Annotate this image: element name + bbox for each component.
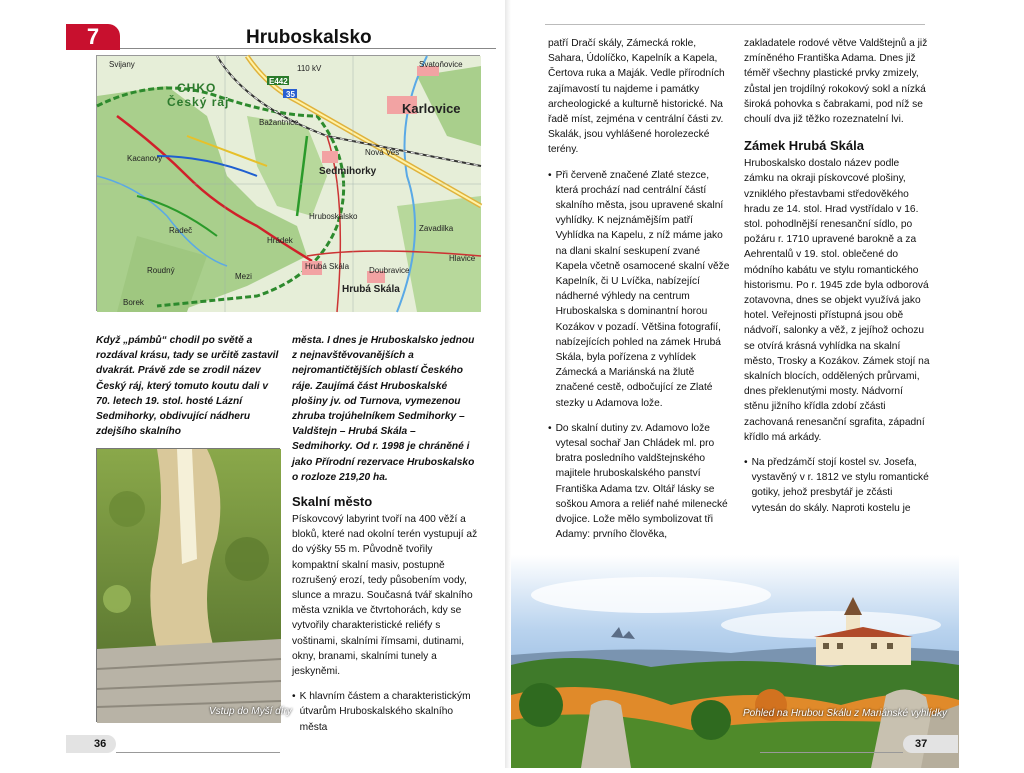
bullet-item (292, 689, 482, 735)
chapter-number: 7 (66, 24, 120, 50)
bullet-text: Při červeně značené Zlaté stezce, která prochází nad centrální částí skalního města, jsou upravené skalní vyhlídky. K nejznámějším patří Vyhlídka na Kapelu, z níž máme jako na dlani skalní seskupení zvané Kapela včetně osamocené skalní věže Kapelník, či U Lvíčka, nabízející nádherné výhledy na centrum Hruboskalska s dominantní horou Kozákov v pozadí. Většina fotografií, nabízejících pohled na zámek Hrubá Skála, byla pořízena z vyhlídek Zámecká a Mariánská na žlutě značené cestě, odbočující ze Zlaté stezky u Adamova lože. (555, 169, 730, 409)
photo-rock-passage (96, 448, 292, 722)
map-label-chko: CHKO (177, 81, 217, 95)
map-label-roudny: Roudný (147, 266, 175, 275)
photo-right-caption: Pohled na Hrubou Skálu z Mariánské vyhlídky (743, 708, 947, 719)
map-label-110kv: 110 kV (297, 64, 322, 73)
right-col2 (744, 36, 930, 516)
section-title-zamek: Zámek Hrubá Skála (744, 138, 864, 154)
map-label-kacanovy: Kacanovy (127, 154, 163, 163)
photo-rock-passage-graphic (97, 449, 281, 723)
right-col2-top-text: zakladatele rodové větve Valdštejnů a již zmíněného Františka Adama. Dnes již téměř všechny plastické prvky zmizely, zůstal jen trojdílný rokokový sokl a nízká široká pohovka s čabrakami, pod níž se choulí dva již těžko rozeznatelní lvi. (744, 38, 928, 126)
page-number-left: 36 (66, 735, 116, 753)
bullet-dot-icon: • (744, 457, 748, 469)
chapter-title: Hruboskalsko (246, 27, 372, 48)
section-text-skalni-mesto: Pískovcový labyrint tvoří na 400 věží a bloků, které nad okolní terén vystupují až do výšky 55 m. Původně tvořily kompaktní skalní masiv, postupně rozrušený erozí, tedy působením vody, slunce a mrazu. Současná tvář skalního města vznikla ve čtvrtohorách, kdy se vytvořily charakteristické reliéfy s voštinami, skalními římsami, dutinami, okny, branami, skalními tunely a jeskyněmi. (292, 514, 478, 678)
section-title-skalni-mesto: Skalní město (292, 494, 373, 509)
bullet-dot-icon: • (548, 169, 552, 181)
map-label-svijany: Svijany (109, 60, 135, 69)
map-label-zavadilka: Zavadilka (419, 224, 454, 233)
photo-hruba-skala-castle (511, 555, 959, 768)
bullet-text: Na předzámčí stojí kostel sv. Josefa, vystavěný v r. 1812 ve stylu romantické gotiky, jehož presbytář je zčásti vytesán do skály. Naproti kostelu je (751, 457, 929, 514)
page-number-right: 37 (903, 735, 958, 753)
footer-rule-right (760, 752, 903, 753)
intro-text-col1: Když „pámbů“ chodil po světě a rozdával krásu, tady se určitě zastavil dvakrát. Právě zde se zrodil název Český ráj, který tomuto koutu dali v 70. letech 19. stol. hosté Lázní Sedmihorky, obdivující nádheru zdejšího skalního (96, 335, 279, 438)
section-skalni-mesto (292, 493, 482, 735)
bullet-text: K hlavním částem a charakteristickým útvarům Hruboskalského skalního města (299, 691, 471, 733)
map-label-radec: Radeč (169, 226, 193, 235)
bullet-item (744, 455, 930, 516)
map-label-mezi: Mezi (235, 272, 252, 281)
photo-left-caption: Vstup do Myší díry (209, 706, 292, 717)
map-label-cesky-raj: Český ráj (167, 95, 230, 109)
map-label-sedmihorky: Sedmihorky (319, 166, 377, 177)
photo-hruba-skala-graphic (511, 555, 959, 768)
bullet-item (548, 421, 734, 543)
map-label-svatonovice: Svatoňovice (419, 60, 463, 69)
map-label-hruboskalsko: Hruboskalsko (309, 212, 358, 221)
bullet-item (548, 168, 734, 411)
footer-rule-left (116, 752, 280, 753)
right-col1 (548, 36, 734, 543)
bullet-dot-icon: • (548, 422, 552, 434)
bullet-text: Do skalní dutiny zv. Adamovo lože vytesal sochař Jan Chládek ml. pro bratra posledního valdštejnského majitele hruboskalského panství Františka Adama tzv. Oltář lásky se soškou Amora a reliéf nahé milenecké dvojice. Lože mělo symbolizovat tři Adamy: prvního člověka, (555, 422, 728, 541)
map-label-doubravice: Doubravice (369, 266, 410, 275)
map-label-borek: Borek (123, 298, 144, 307)
map-label-bazantnice: Bažantnice (259, 118, 299, 127)
right-col1-top-text: patří Dračí skály, Zámecká rokle, Sahara, Údolíčko, Kapelník a Kapela, Čertova ruka a Maják. Vedle přírodních zajímavostí tu najdeme i památky archeologické a kulturně historické. Na řadě míst, zejména v centrální části zv. Skalák, jsou vyhlášené horolezecké terény. (548, 38, 725, 156)
map-label-r35: 35 (286, 90, 295, 99)
map-label-nova-ves: Nová Ves (365, 148, 400, 157)
chapter-rule (120, 48, 496, 49)
area-map (96, 55, 480, 311)
map-label-hlavice: Hlavice (449, 254, 476, 263)
left-page (0, 0, 505, 768)
map-label-hruba-skala-small: Hrubá Skála (305, 262, 350, 271)
intro-text-col2: města. I dnes je Hruboskalsko jednou z nejnavštěvovanějších a nejromantičtějších oblastí Českého ráje. Zaujímá část Hruboskalské plošiny jv. od Turnova, vymezenou zhruba trojúhelníkem Sedmihorky – Valdštejn – Hrubá Skála – Sedmihorky. Od r. 1998 je chráněné i jako Přírodní rezervace Hruboskalsko o rozloze 219,20 ha. (292, 335, 475, 483)
bullet-dot-icon: • (292, 691, 296, 703)
map-label-karlovice: Karlovice (402, 101, 461, 116)
map-label-hradek: Hrádek (267, 236, 293, 245)
section-text-zamek: Hruboskalsko dostalo název podle zámku na okraji pískovcové plošiny, vzniklého přestavbami středověkého hradu ze 14. stol. Hrad vystřídalo v 16. stol. pohodlnější renesanční sídlo, po požáru r. 1710 upravené barokně a za Aehrentalů v 19. stol. oblečené do módního kabátu ve stylu romantického historismu. Po r. 1945 zde byla odborová zotavovna, dnes se objekt využívá jako hotel. Veřejnosti přístupná jsou obě nádvoří, salonky a věž, z jejíhož ochozu se otvírá krásná vyhlídka na skalní město, Trosky a Kozákov. Zámek stojí na skalních blocích, oddělených průrvami, dnes překlenutými mosty. Nádvorní stěnu jižního křídla zdobí zčásti zachovaná renesanční sgrafita, západní křídlo má arkády. (744, 158, 930, 443)
header-rule-right (545, 24, 925, 25)
map-label-hruba-skala: Hrubá Skála (342, 284, 400, 295)
map-label-e442: E442 (269, 77, 288, 86)
